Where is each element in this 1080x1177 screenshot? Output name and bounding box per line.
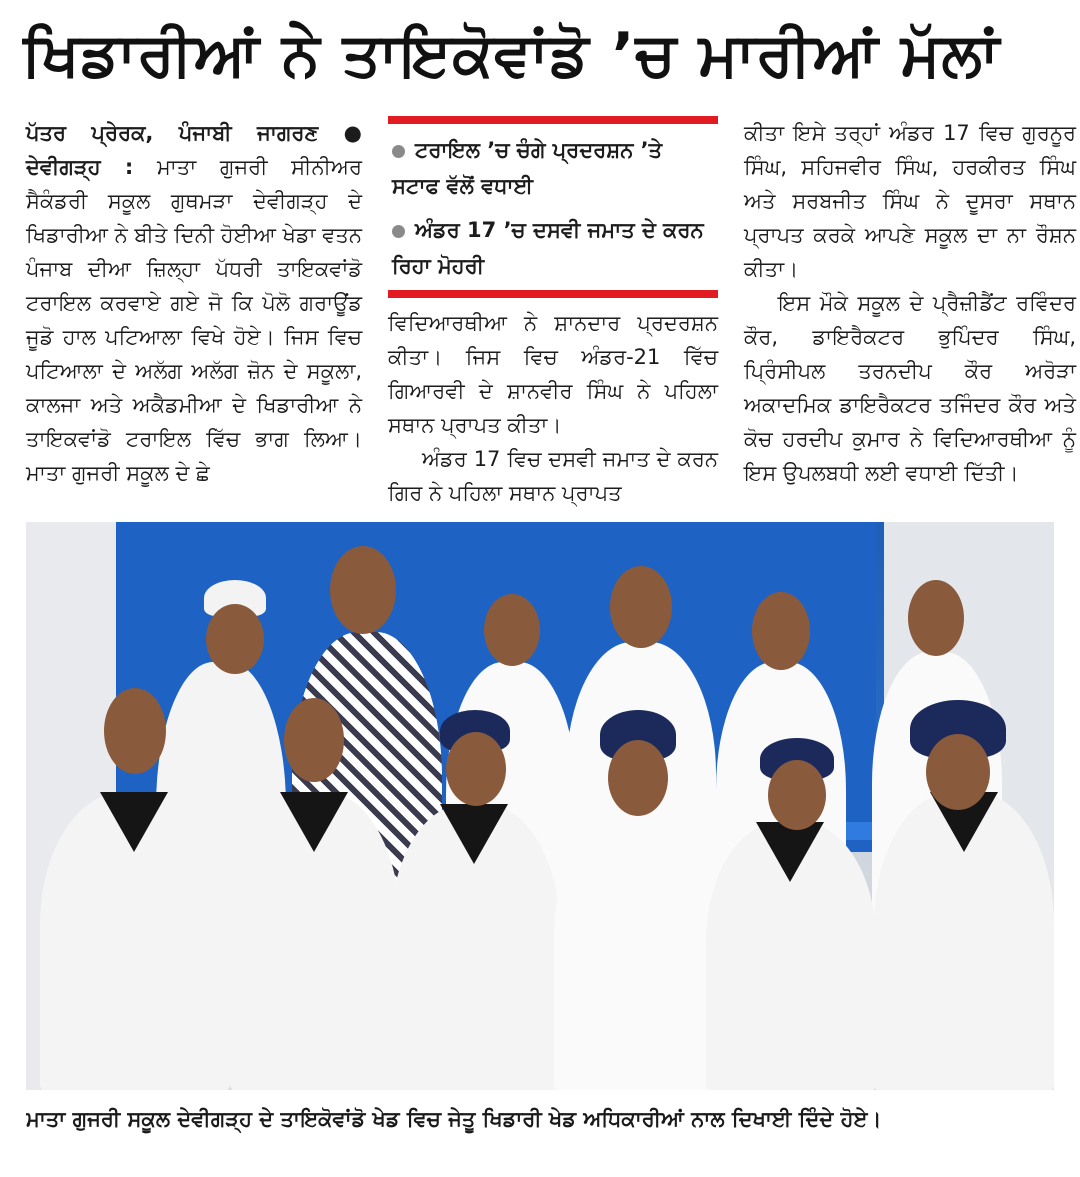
person-head bbox=[104, 688, 166, 774]
athlete-figure bbox=[554, 812, 716, 1090]
uniform-collar bbox=[756, 822, 824, 882]
person-head bbox=[484, 594, 540, 666]
article-body-col1 bbox=[26, 116, 362, 490]
column-2 bbox=[388, 112, 718, 510]
headline: ਖਿਡਾਰੀਆਂ ਨੇ ਤਾਇਕੋਵਾਂਡੋ ’ਚ ਮਾਰੀਆਂ ਮੱਲਾਂ bbox=[22, 20, 1000, 90]
person-head bbox=[610, 566, 672, 648]
col1-text: ਮਾਤਾ ਗੁਜਰੀ ਸੀਨੀਅਰ ਸੈਕੰਡਰੀ ਸਕੂਲ ਗੁਥਮੜਾ ਦੇਵੀਗੜ੍ਹ ਦੇ ਖਿਡਾਰੀਆ ਨੇ ਬੀਤੇ ਦਿਨੀ ਹੋਈਆ ਖੇਡਾ ਵਤਨ ਪੰਜਾਬ ਦੀਆ ਜ਼ਿਲ੍ਹਾ ਪੱਧਰੀ ਤਾਇਕਵਾਂਡੋ ਟਰਾਇਲ ਕਰਵਾਏ ਗਏ ਜੋ ਕਿ ਪੋਲੋ ਗਰਾਊਂਡ ਜੂਡੋ ਹਾਲ ਪਟਿਆਲਾ ਵਿਖੇ ਹੋਏ। ਜਿਸ ਵਿਚ ਪਟਿਆਲਾ ਦੇ ਅਲੱਗ ਅਲੱਗ ਜ਼ੋਨ ਦੇ ਸਕੂਲਾ, ਕਾਲਜਾ ਅਤੇ ਅਕੈਡਮੀਆ ਦੇ ਖਿਡਾਰੀਆ ਨੇ ਤਾਇਕਵਾਂਡੋ ਟਰਾਇਲ ਵਿੱਚ ਭਾਗ ਲਿਆ। ਮਾਤਾ ਗੁਜਰੀ ਸਕੂਲ ਦੇ ਛੇ bbox=[26, 155, 362, 485]
photo-caption: ਮਾਤਾ ਗੁਜਰੀ ਸਕੂਲ ਦੇਵੀਗੜ੍ਹ ਦੇ ਤਾਇਕੋਵਾਂਡੋ ਖੇਡ ਵਿਚ ਜੇਤੂ ਖਿਡਾਰੀ ਖੇਡ ਅਧਿਕਾਰੀਆਂ ਨਾਲ ਦਿਖਾਈ ਦਿੰਦੇ ਹੋਏ। bbox=[26, 1107, 882, 1131]
uniform-collar bbox=[280, 792, 348, 852]
bottom-red-rule bbox=[388, 290, 718, 298]
bullet-icon bbox=[392, 145, 405, 158]
byline: ਪੱਤਰ ਪ੍ਰੇਰਕ, ਪੰਜਾਬੀ ਜਾਗਰਣ ● ਦੇਵੀਗੜ੍ਹ : bbox=[26, 121, 362, 179]
highlight-text: ਟਰਾਇਲ ’ਚ ਚੰਗੇ ਪ੍ਰਦਰਸ਼ਨ ’ਤੇ ਸਟਾਫ ਵੱਲੋਂ ਵਧਾਈ bbox=[392, 138, 663, 198]
column-3 bbox=[744, 116, 1076, 490]
col2-paragraph-2: ਅੰਡਰ 17 ਵਿਚ ਦਸਵੀ ਜਮਾਤ ਦੇ ਕਰਨ ਗਿਰ ਨੇ ਪਹਿਲਾ ਸਥਾਨ ਪ੍ਰਾਪਤ bbox=[388, 447, 718, 505]
col2-paragraph-1: ਵਿਦਿਆਰਥੀਆ ਨੇ ਸ਼ਾਨਦਾਰ ਪ੍ਰਦਰਸ਼ਨ ਕੀਤਾ। ਜਿਸ ਵਿਚ ਅੰਡਰ-21 ਵਿੱਚ ਗਿਆਰਵੀ ਦੇ ਸ਼ਾਨਵੀਰ ਸਿੰਘ ਨੇ ਪਹਿਲਾ ਸਥਾਨ ਪ੍ਰਾਪਤ ਕੀਤਾ। bbox=[388, 311, 718, 437]
person-head bbox=[768, 760, 826, 830]
person-head bbox=[206, 604, 264, 674]
team-photo bbox=[26, 522, 1054, 1090]
highlight-text: ਅੰਡਰ 17 ’ਚ ਦਸਵੀ ਜਮਾਤ ਦੇ ਕਰਨ ਰਿਹਾ ਮੋਹਰੀ bbox=[392, 218, 704, 278]
person-head bbox=[926, 734, 990, 810]
person-head bbox=[330, 546, 396, 634]
column-1 bbox=[26, 116, 362, 490]
col3-paragraph-2: ਇਸ ਮੌਕੇ ਸਕੂਲ ਦੇ ਪ੍ਰੈਜ਼ੀਡੈਂਟ ਰਵਿੰਦਰ ਕੌਰ, ਡਾਇਰੈਕਟਰ ਭੁਪਿੰਦਰ ਸਿੰਘ, ਪ੍ਰਿੰਸੀਪਲ ਤਰਨਦੀਪ ਕੌਰ ਅਰੋੜਾ ਅਕਾਦਮਿਕ ਡਾਇਰੈਕਟਰ ਤਜਿੰਦਰ ਕੌਰ ਅਤੇ ਕੋਚ ਹਰਦੀਪ ਕੁਮਾਰ ਨੇ ਵਿਦਿਆਰਥੀਆ ਨੂੰ ਇਸ ਉਪਲਬਧੀ ਲਈ ਵਧਾਈ ਦਿੱਤੀ। bbox=[744, 291, 1076, 485]
bullet-icon bbox=[392, 225, 405, 238]
top-red-rule bbox=[388, 116, 718, 124]
person-head bbox=[608, 740, 668, 816]
uniform-collar bbox=[100, 792, 168, 852]
highlight-item bbox=[392, 212, 714, 284]
person-head bbox=[908, 580, 964, 656]
uniform-collar bbox=[440, 804, 508, 864]
person-head bbox=[284, 698, 344, 782]
highlight-box bbox=[388, 112, 718, 300]
person-head bbox=[752, 592, 810, 670]
highlight-item bbox=[392, 132, 714, 204]
person-head bbox=[446, 732, 506, 806]
col3-paragraph-1: ਕੀਤਾ ਇਸੇ ਤਰ੍ਹਾਂ ਅੰਡਰ 17 ਵਿਚ ਗੁਰਨੂਰ ਸਿੰਘ, ਸਹਿਜਵੀਰ ਸਿੰਘ, ਹਰਕੀਰਤ ਸਿੰਘ ਅਤੇ ਸਰਬਜੀਤ ਸਿੰਘ ਨੇ ਦੂਸਰਾ ਸਥਾਨ ਪ੍ਰਾਪਤ ਕਰਕੇ ਆਪਣੇ ਸਕੂਲ ਦਾ ਨਾ ਰੌਸ਼ਨ ਕੀਤਾ। bbox=[744, 121, 1076, 281]
